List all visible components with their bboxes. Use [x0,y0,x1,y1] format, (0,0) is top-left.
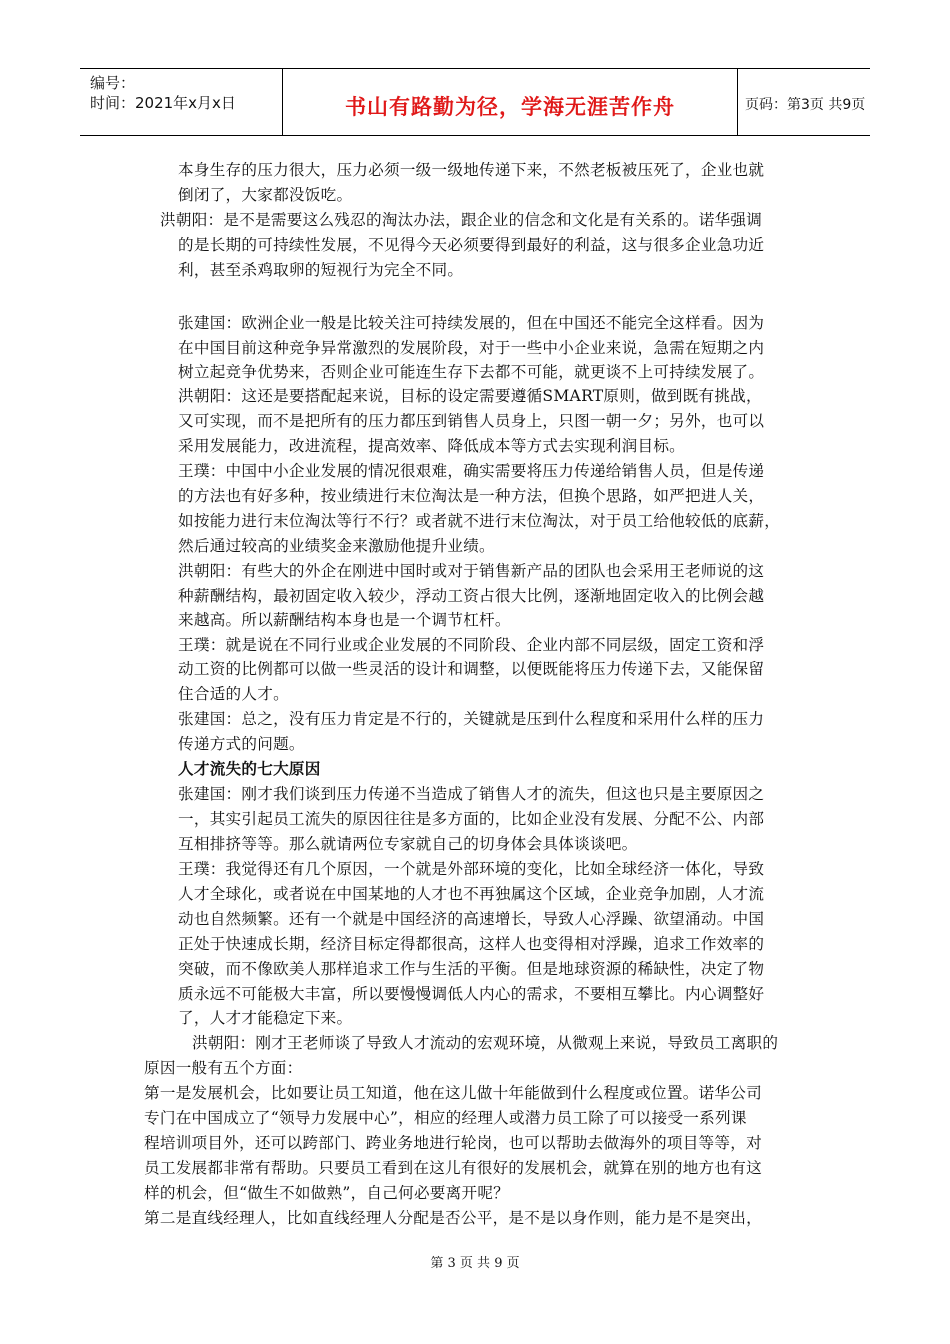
paragraph-line: 如按能力进行末位淘汰等行不行？或者就不进行末位淘汰，对于员工给他较低的底薪， [178,512,781,530]
paragraph-line: 样的机会，但“做生不如做熟”，自己何必要离开呢？ [144,1184,510,1202]
paragraph-line: 住合适的人才。 [178,685,289,703]
paragraph-line: 互相排挤等等。那么就请两位专家就自己的切身体会具体谈谈吧。 [178,835,638,853]
paragraph-line: 利，甚至杀鸡取卵的短视行为完全不同。 [178,261,464,279]
paragraph-line: 洪朝阳：这还是要搭配起来说，目标的设定需要遵循SMART原则，做到既有挑战， [178,387,762,405]
paragraph-line: 然后通过较高的业绩奖金来激励他提升业绩。 [178,537,495,555]
paragraph-line: 又可实现，而不是把所有的压力都压到销售人员身上，只图一朝一夕；另外，也可以 [178,412,765,430]
paragraph-line: 洪朝阳：刚才王老师谈了导致人才流动的宏观环境，从微观上来说，导致员工离职的 [192,1034,779,1052]
paragraph-line: 张建国：总之，没有压力肯定是不行的，关键就是压到什么程度和采用什么样的压力 [178,710,765,728]
paragraph-line: 王璞：就是说在不同行业或企业发展的不同阶段、企业内部不同层级，固定工资和浮 [178,636,765,654]
paragraph-line: 树立起竞争优势来，否则企业可能连生存下去都不可能，就更谈不上可持续发展了。 [178,363,765,381]
paragraph-line: 采用发展能力，改进流程，提高效率、降低成本等方式去实现利润目标。 [178,437,686,455]
paragraph-line: 种薪酬结构，最初固定收入较少，浮动工资占很大比例，逐渐地固定收入的比例会越 [178,587,765,605]
paragraph-line: 正处于快速成长期，经济目标定得都很高，这样人也变得相对浮躁，追求工作效率的 [178,935,765,953]
paragraph-line: 洪朝阳：是不是需要这么残忍的淘汰办法，跟企业的信念和文化是有关系的。诺华强调 [160,211,763,229]
page-footer: 第 3 页 共 9 页 [430,1256,520,1271]
paragraph-line: 了，人才才能稳定下来。 [178,1009,353,1027]
paragraph-line: 第一是发展机会，比如要让员工知道，他在这儿做十年能做到什么程度或位置。诺华公司 [144,1084,762,1102]
header-page-number: 页码：第3页 共9页 [745,97,866,113]
paragraph-line: 倒闭了，大家都没饭吃。 [178,186,353,204]
header-meta-cell [80,69,280,135]
paragraph-line: 本身生存的压力很大，压力必须一级一级地传递下来，不然老板被压死了，企业也就 [178,161,765,179]
paragraph-line: 动工资的比例都可以做一些灵活的设计和调整，以便既能将压力传递下去，又能保留 [178,660,765,678]
paragraph-line: 动也自然频繁。还有一个就是中国经济的高速增长，导致人心浮躁、欲望涌动。中国 [178,910,765,928]
header-motto-cell [282,69,738,135]
section-heading: 人才流失的七大原因 [178,759,321,778]
document-code-label: 编号： [90,74,136,92]
paragraph-line: 王璞：中国中小企业发展的情况很艰难，确实需要将压力传递给销售人员，但是传递 [178,462,765,480]
paragraph-line: 张建国：刚才我们谈到压力传递不当造成了销售人才的流失，但这也只是主要原因之 [178,785,765,803]
paragraph-line: 一，其实引起员工流失的原因往往是多方面的，比如企业没有发展、分配不公、内部 [178,810,765,828]
paragraph-line: 程培训项目外，还可以跨部门、跨业务地进行轮岗，也可以帮助去做海外的项目等等，对 [144,1134,762,1152]
paragraph-line: 洪朝阳：有些大的外企在刚进中国时或对于销售新产品的团队也会采用王老师说的这 [178,562,765,580]
paragraph-line: 原因一般有五个方面： [144,1059,303,1077]
paragraph-line: 专门在中国成立了“领导力发展中心”，相应的经理人或潜力员工除了可以接受一系列课 [144,1109,747,1127]
page-header [80,68,870,136]
document-time-label: 时间：2021年x月x日 [90,94,236,112]
paragraph-line: 王璞：我觉得还有几个原因，一个就是外部环境的变化，比如全球经济一体化，导致 [178,860,765,878]
paragraph-line: 突破，而不像欧美人那样追求工作与生活的平衡。但是地球资源的稀缺性，决定了物 [178,960,765,978]
paragraph-line: 在中国目前这种竞争异常激烈的发展阶段，对于一些中小企业来说，急需在短期之内 [178,339,765,357]
paragraph-line: 人才全球化，或者说在中国某地的人才也不再独属这个区域，企业竞争加剧，人才流 [178,885,765,903]
paragraph-line: 第二是直线经理人，比如直线经理人分配是否公平，是不是以身作则，能力是不是突出， [144,1209,762,1227]
paragraph-line: 来越高。所以薪酬结构本身也是一个调节杠杆。 [178,611,511,629]
paragraph-line: 张建国：欧洲企业一般是比较关注可持续发展的，但在中国还不能完全这样看。因为 [178,314,765,332]
paragraph-line: 质永远不可能极大丰富，所以要慢慢调低人内心的需求，不要相互攀比。内心调整好 [178,985,765,1003]
header-page-cell [737,69,870,135]
paragraph-line: 员工发展都非常有帮助。只要员工看到在这儿有很好的发展机会，就算在别的地方也有这 [144,1159,762,1177]
paragraph-line: 的是长期的可持续性发展，不见得今天必须要得到最好的利益，这与很多企业急功近 [178,236,765,254]
motto-banner: 书山有路勤为径，学海无涯苦作舟 [345,95,675,119]
paragraph-line: 传递方式的问题。 [178,735,305,753]
paragraph-line: 的方法也有好多种，按业绩进行末位淘汰是一种方法，但换个思路，如严把进人关， [178,487,765,505]
